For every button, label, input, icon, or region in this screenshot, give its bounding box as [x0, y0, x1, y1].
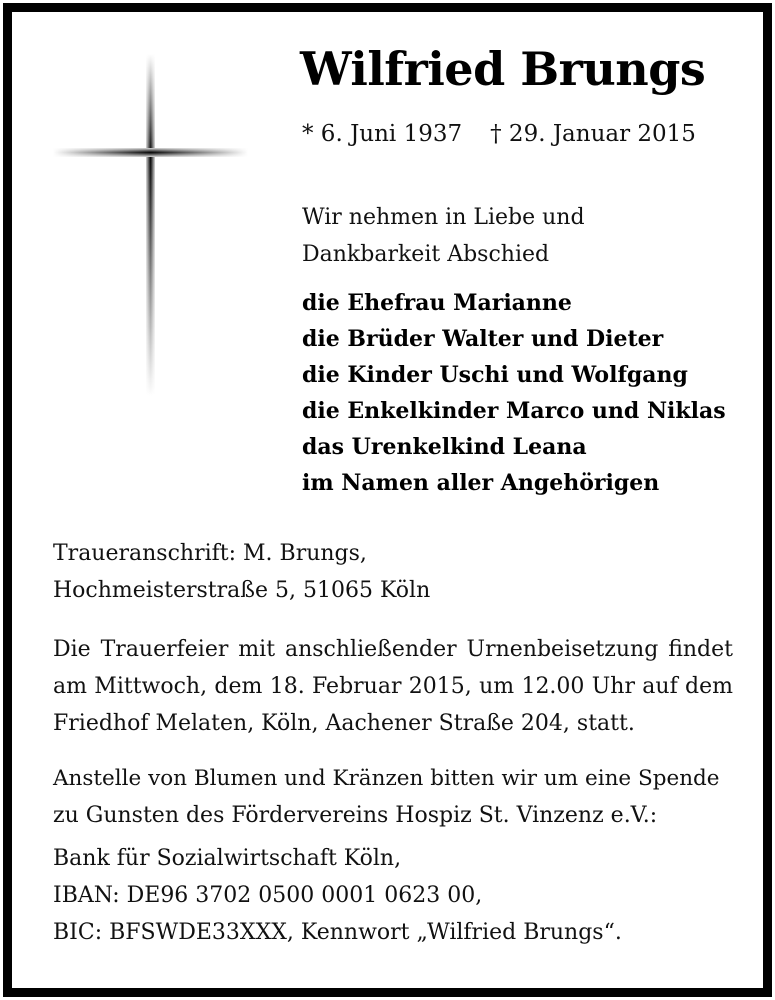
farewell-intro	[302, 199, 585, 273]
address-line: Hochmeisterstraße 5, 51065 Köln	[53, 578, 431, 603]
mourner-line: im Namen aller Angehörigen	[302, 470, 660, 496]
deceased-name: Wilfried Brungs	[300, 42, 706, 96]
ceremony-line: Friedhof Melaten, Köln, Aachener Straße 204, statt.	[53, 711, 635, 736]
ceremony-line: am Mittwoch, dem 18. Februar 2015, um 12.00 Uhr auf dem	[53, 674, 733, 699]
donation-line: zu Gunsten des Fördervereins Hospiz St. Vinzenz e.V.:	[53, 803, 658, 828]
birth-date: * 6. Juni 1937	[302, 121, 463, 147]
life-dates	[302, 121, 696, 147]
bank-details	[53, 840, 733, 951]
death-date: † 29. Januar 2015	[490, 121, 696, 147]
bank-line: IBAN: DE96 3702 0500 0001 0623 00,	[53, 883, 483, 908]
mourner-line: die Kinder Uschi und Wolfgang	[302, 362, 688, 388]
mourners-list	[302, 285, 726, 501]
donation-request	[53, 760, 733, 834]
mourner-line: die Ehefrau Marianne	[302, 290, 572, 316]
intro-line: Dankbarkeit Abschied	[302, 242, 550, 267]
ceremony-line: Die Trauerfeier mit anschließender Urnenbeisetzung findet	[53, 637, 733, 662]
ceremony-info	[53, 631, 733, 742]
bank-line: BIC: BFSWDE33XXX, Kennwort „Wilfried Brungs“.	[53, 920, 622, 945]
donation-line: Anstelle von Blumen und Kränzen bitten wir um eine Spende	[53, 766, 720, 791]
cross-icon	[53, 54, 248, 396]
bank-line: Bank für Sozialwirtschaft Köln,	[53, 846, 402, 871]
mourner-line: die Enkelkinder Marco und Niklas	[302, 398, 726, 424]
mourning-address	[53, 535, 733, 609]
mourner-line: die Brüder Walter und Dieter	[302, 326, 664, 352]
address-line: Traueranschrift: M. Brungs,	[53, 541, 367, 566]
intro-line: Wir nehmen in Liebe und	[302, 205, 585, 230]
mourner-line: das Urenkelkind Leana	[302, 434, 587, 460]
